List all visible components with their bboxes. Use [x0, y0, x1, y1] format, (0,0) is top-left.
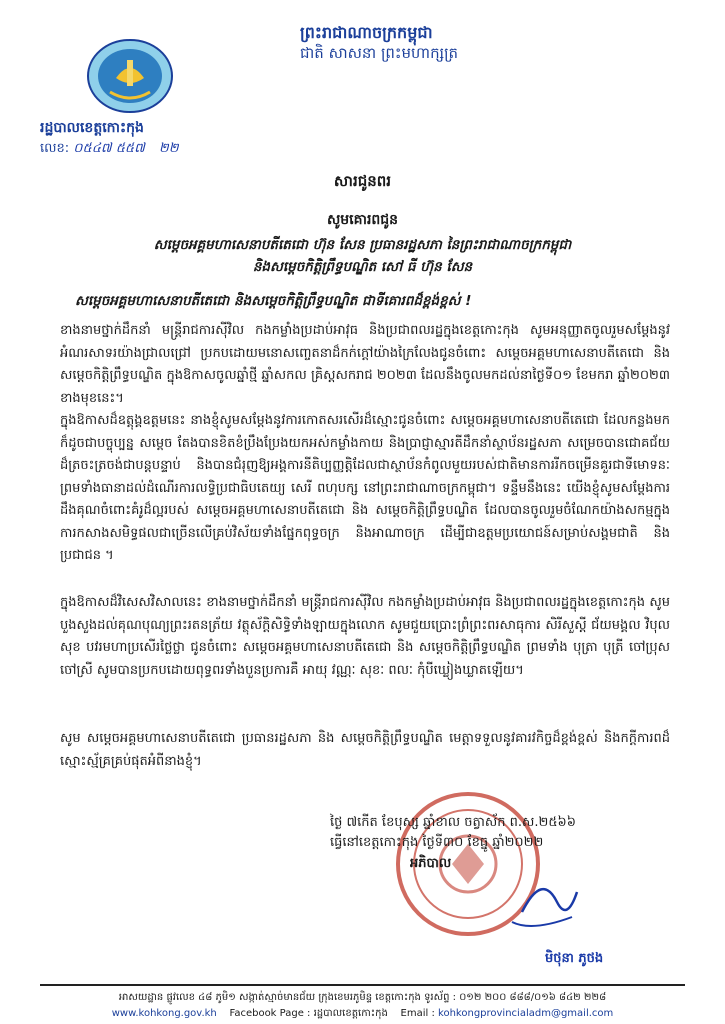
footer-facebook-label: Facebook Page :: [229, 1008, 311, 1019]
paragraph-3: ក្នុងឱកាសដ៏វិសេសវិសាលនេះ ខាងនាមថ្នាក់ដឹកនាំ មន្ត្រីរាជការស៊ីវិល កងកម្លាំងប្រដាប់អាវុធ និងប្រជាពលរដ្ឋក្នុងខេត្តកោះកុង សូមបួងសួងដល់គុណបុណ្យព្រះរតនត្រ័យ វត្ថុស័ក្តិសិទ្ធិទាំងឡាយក្នុងលោក សូមជួយប្រោះព្រំព្រះពរសាធុការ សិរីសួស្ដី ជ័យមង្គល វិបុលសុខ បវរមហាប្រសើរថ្លៃថ្លា ជូនចំពោះ សម្ដេចអគ្គមហាសេនាបតីតេជោ និង សម្ដេចកិត្តិព្រឹទ្ធបណ្ឌិត ព្រមទាំង បុត្រា បុត្រី ចៅប្រុស ចៅស្រី សូមបានប្រកបដោយពុទ្ធពរទាំងបួនប្រការគឺ អាយុ វណ្ណៈ សុខៈ ពលៈ កុំបីឃ្លៀងឃ្លាតឡើយ។: [60, 595, 670, 678]
ref-label: លេខ:: [40, 141, 70, 156]
salutation: សម្ដេចអគ្គមហាសេនាបតីតេជោ និងសម្ដេចកិត្តិព្រឹទ្ធបណ្ឌិត ជាទីគោរពដ៏ខ្ពង់ខ្ពស់ !: [75, 293, 472, 309]
ref-number: ០៥៤៧: [73, 141, 116, 156]
logo-caption: រដ្ឋបាលខេត្តកោះកុង: [40, 120, 144, 136]
date-lunar: ថ្ងៃ ៧កើត ខែបុស្ស ឆ្នាំខាល ចត្វាស័ក ព.ស.២៥៦៦: [330, 815, 576, 830]
date-solar: ធ្វើនៅខេត្តកោះកុង ថ្ងៃទី៣០ ខែធ្នូ ឆ្នាំ២០២២: [330, 835, 544, 850]
footer-facebook[interactable]: រដ្ឋបាលខេត្តកោះកុង: [313, 1008, 388, 1019]
respectfully-line: សូមគោរពជូន: [326, 212, 399, 228]
national-motto: ជាតិ សាសនា ព្រះមហាក្សត្រ: [300, 44, 459, 62]
ref-suffix: ៥៥៧: [115, 141, 145, 156]
addressee-line-2: និងសម្ដេចកិត្តិព្រឹទ្ធបណ្ឌិត សៅ ធី ហ៊ុន សែន: [252, 259, 473, 275]
footer-address: អាសយដ្ឋាន ផ្លូវលេខ ៤៨ ភូមិ១ សង្កាត់ស្មាច់មានជ័យ ក្រុងខេមរភូមិន្ទ ខេត្តកោះកុង ទូរស័ព្ទ : ០១២ ២០០ ៨៨៨/០១៦ ៨៤២ ២២៨: [118, 992, 607, 1003]
addressee-line-1: សម្ដេចអគ្គមហាសេនាបតីតេជោ ហ៊ុន សែន ប្រធានរដ្ឋសភា នៃព្រះរាជាណាចក្រកម្ពុជា: [153, 237, 572, 253]
footer-contacts: [0, 1006, 725, 1021]
paragraph-1: ខាងនាមថ្នាក់ដឹកនាំ មន្ត្រីរាជការស៊ីវិល កងកម្លាំងប្រដាប់អាវុធ និងប្រជាពលរដ្ឋក្នុងខេត្តកោះកុង សូមអនុញ្ញាតចូលរួមសម្ដែងនូវអំណរសាទរយ៉ាងជ្រាលជ្រៅ ប្រកបដោយមនោសញ្ចេតនាដ៏កក់ក្ដៅយ៉ាងក្រៃលែងជូនចំពោះ សម្ដេចអគ្គមហាសេនាបតីតេជោ និង សម្ដេចកិត្តិព្រឹទ្ធបណ្ឌិត ក្នុងឱកាសចូលឆ្នាំថ្មី ឆ្នាំសកល គ្រិស្តសករាជ ២០២៣ ដែលនឹងចូលមកដល់នាថ្ងៃទី០១ ខែមករា ឆ្នាំ២០២៣ ខាងមុខនេះ។: [60, 323, 670, 406]
signer-name: មិថុនា ភូថង: [545, 951, 604, 966]
paragraph-4: សូម សម្ដេចអគ្គមហាសេនាបតីតេជោ ប្រធានរដ្ឋសភា និង សម្ដេចកិត្តិព្រឹទ្ធបណ្ឌិត មេត្តាទទួលនូវគារវកិច្ចដ៏ខ្ពង់ខ្ពស់ និងកក្ដីការពដ៏ស្មោះស្ម័គ្រគ្រប់ផុតអំពីនាងខ្ញុំ។: [60, 731, 670, 769]
paragraph-2: ក្នុងឱកាសដ៏ឧត្ដុង្គឧត្ដមនេះ នាងខ្ញុំសូមសម្ដែងនូវការកោតសរសើរដ៏ស្មោះជូនចំពោះ សម្ដេចអគ្គមហាសេនាបតីតេជោ ដែលកន្លងមកក៏ដូចជាបច្ចុប្បន្ន សម្ដេច តែងបានខិតខំប្រឹងប្រែងយកអស់កម្លាំងកាយ និងប្រាជ្ញាស្មារតីដឹកនាំស្ថាប័នរដ្ឋសភា សម្រេចបានជោគជ័យដ៏ត្រចះត្រចង់ជាបន្តបន្ទាប់ និងបានជំរុញឱ្យអង្គការនីតិប្បញ្ញត្តិដែលជាស្ថាប័នកំពូលមួយរបស់ជាតិមានការរីកចម្រើនគួរជាទីមោទនៈ ព្រមទាំងធានាដល់ដំណើរការលទ្ធិប្រជាធិបតេយ្យ សេរី ពហុបក្ស នៅព្រះរាជាណាចក្រកម្ពុជា។ ទន្ទឹមនឹងនេះ យើងខ្ញុំសូមសម្ដែងការដឹងគុណចំពោះគំរូដ៏ល្អរបស់ សម្ដេចអគ្គមហាសេនាបតីតេជោ និង សម្ដេចកិត្តិព្រឹទ្ធបណ្ឌិត ដែលបានចូលរួមចំណែកយ៉ាងសកម្មក្នុងការកសាងសមិទ្ធផលជាច្រើនលើគ្រប់វិស័យទាំងផ្នែកពុទ្ធចក្រ និងអាណាចក្រ ដើម្បីជាឧត្តមប្រយោជន៍សម្រាប់សង្គមជាតិ និងប្រជាជន ។: [60, 413, 670, 563]
official-seal: [372, 782, 592, 952]
ref-year: ២២: [158, 141, 179, 156]
footer-email[interactable]: kohkongprovincialadm@gmail.com: [438, 1008, 614, 1019]
kingdom-title: ព្រះរាជាណាចក្រកម្ពុជា: [300, 23, 433, 42]
provincial-logo: [86, 38, 174, 114]
reference-number: [40, 140, 179, 159]
signer-title: អភិបាល: [410, 856, 452, 871]
footer-email-label: Email :: [400, 1008, 435, 1019]
footer-website[interactable]: www.kohkong.gov.kh: [111, 1008, 217, 1019]
footer-divider: [40, 984, 685, 986]
document-title: សារជូនពរ: [333, 172, 392, 190]
